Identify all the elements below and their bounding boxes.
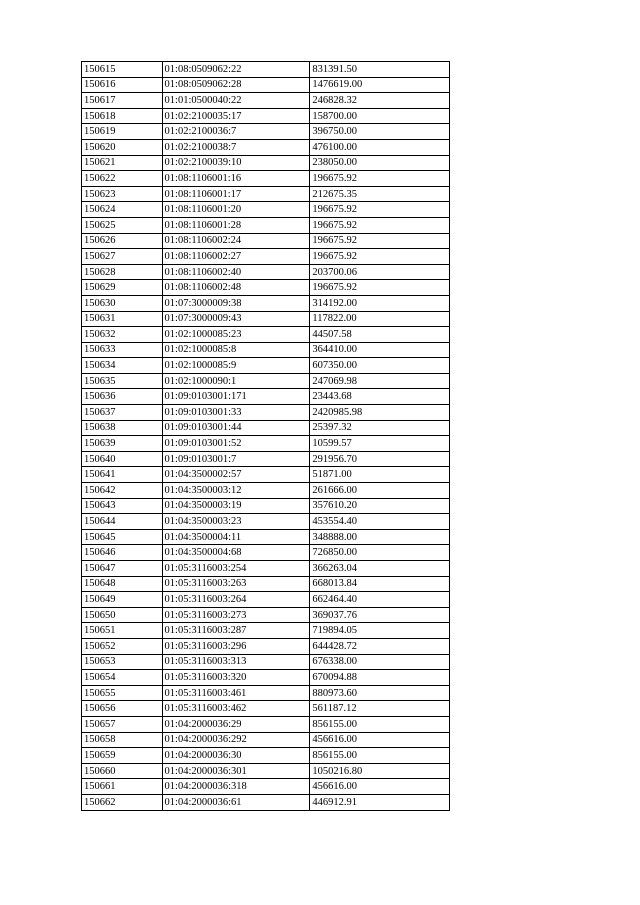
amount-cell: 856155.00 bbox=[310, 716, 450, 732]
cadastral-code-cell: 01:08:1106001:17 bbox=[162, 186, 310, 202]
row-id-cell: 150634 bbox=[82, 358, 163, 374]
cadastral-code-cell: 01:09:0103001:33 bbox=[162, 405, 310, 421]
row-id-cell: 150649 bbox=[82, 592, 163, 608]
cadastral-code-cell: 01:07:3000009:38 bbox=[162, 295, 310, 311]
table-row bbox=[82, 155, 450, 171]
table-row bbox=[82, 794, 450, 810]
row-id-cell: 150643 bbox=[82, 498, 163, 514]
table-row bbox=[82, 202, 450, 218]
table-row bbox=[82, 295, 450, 311]
amount-cell: 880973.60 bbox=[310, 685, 450, 701]
cadastral-code-cell: 01:09:0103001:44 bbox=[162, 420, 310, 436]
table-row bbox=[82, 701, 450, 717]
table-row bbox=[82, 685, 450, 701]
row-id-cell: 150656 bbox=[82, 701, 163, 717]
row-id-cell: 150658 bbox=[82, 732, 163, 748]
cadastral-code-cell: 01:02:1000085:23 bbox=[162, 327, 310, 343]
row-id-cell: 150647 bbox=[82, 561, 163, 577]
amount-cell: 856155.00 bbox=[310, 748, 450, 764]
table-row bbox=[82, 420, 450, 436]
table-row bbox=[82, 514, 450, 530]
row-id-cell: 150625 bbox=[82, 217, 163, 233]
row-id-cell: 150651 bbox=[82, 623, 163, 639]
table-row bbox=[82, 436, 450, 452]
cadastral-code-cell: 01:08:1106002:48 bbox=[162, 280, 310, 296]
cadastral-code-cell: 01:04:2000036:30 bbox=[162, 748, 310, 764]
cadastral-code-cell: 01:05:3116003:462 bbox=[162, 701, 310, 717]
amount-cell: 23443.68 bbox=[310, 389, 450, 405]
amount-cell: 369037.76 bbox=[310, 607, 450, 623]
cadastral-code-cell: 01:04:3500003:19 bbox=[162, 498, 310, 514]
row-id-cell: 150661 bbox=[82, 779, 163, 795]
table-row bbox=[82, 264, 450, 280]
row-id-cell: 150652 bbox=[82, 638, 163, 654]
row-id-cell: 150657 bbox=[82, 716, 163, 732]
amount-cell: 117822.00 bbox=[310, 311, 450, 327]
table-row bbox=[82, 592, 450, 608]
row-id-cell: 150622 bbox=[82, 171, 163, 187]
cadastral-code-cell: 01:01:0500040:22 bbox=[162, 93, 310, 109]
cadastral-code-cell: 01:02:2100036:7 bbox=[162, 124, 310, 140]
amount-cell: 261666.00 bbox=[310, 483, 450, 499]
table-row bbox=[82, 561, 450, 577]
amount-cell: 196675.92 bbox=[310, 249, 450, 265]
amount-cell: 607350.00 bbox=[310, 358, 450, 374]
table-row bbox=[82, 763, 450, 779]
cadastral-code-cell: 01:05:3116003:264 bbox=[162, 592, 310, 608]
amount-cell: 364410.00 bbox=[310, 342, 450, 358]
cadastral-code-cell: 01:02:2100035:17 bbox=[162, 108, 310, 124]
amount-cell: 10599.57 bbox=[310, 436, 450, 452]
cadastral-code-cell: 01:04:3500003:23 bbox=[162, 514, 310, 530]
cadastral-code-cell: 01:04:3500004:68 bbox=[162, 545, 310, 561]
row-id-cell: 150635 bbox=[82, 373, 163, 389]
cadastral-code-cell: 01:04:2000036:318 bbox=[162, 779, 310, 795]
table-row bbox=[82, 280, 450, 296]
table-row bbox=[82, 451, 450, 467]
table-row bbox=[82, 498, 450, 514]
cadastral-code-cell: 01:05:3116003:254 bbox=[162, 561, 310, 577]
row-id-cell: 150655 bbox=[82, 685, 163, 701]
amount-cell: 831391.50 bbox=[310, 62, 450, 78]
amount-cell: 726850.00 bbox=[310, 545, 450, 561]
cadastral-code-cell: 01:08:1106001:28 bbox=[162, 217, 310, 233]
row-id-cell: 150660 bbox=[82, 763, 163, 779]
table-row bbox=[82, 171, 450, 187]
table-row bbox=[82, 405, 450, 421]
amount-cell: 196675.92 bbox=[310, 280, 450, 296]
row-id-cell: 150654 bbox=[82, 670, 163, 686]
amount-cell: 668013.84 bbox=[310, 576, 450, 592]
table-row bbox=[82, 233, 450, 249]
cadastral-code-cell: 01:05:3116003:313 bbox=[162, 654, 310, 670]
row-id-cell: 150650 bbox=[82, 607, 163, 623]
cadastral-code-cell: 01:09:0103001:7 bbox=[162, 451, 310, 467]
cadastral-code-cell: 01:05:3116003:273 bbox=[162, 607, 310, 623]
table-row bbox=[82, 467, 450, 483]
row-id-cell: 150628 bbox=[82, 264, 163, 280]
table-row bbox=[82, 93, 450, 109]
cadastral-code-cell: 01:04:3500002:57 bbox=[162, 467, 310, 483]
amount-cell: 396750.00 bbox=[310, 124, 450, 140]
amount-cell: 291956.70 bbox=[310, 451, 450, 467]
table-row bbox=[82, 732, 450, 748]
amount-cell: 662464.40 bbox=[310, 592, 450, 608]
table-row bbox=[82, 124, 450, 140]
table-row bbox=[82, 576, 450, 592]
row-id-cell: 150623 bbox=[82, 186, 163, 202]
amount-cell: 2420985.98 bbox=[310, 405, 450, 421]
cadastral-code-cell: 01:02:2100039:10 bbox=[162, 155, 310, 171]
table-row bbox=[82, 623, 450, 639]
row-id-cell: 150662 bbox=[82, 794, 163, 810]
cadastral-code-cell: 01:08:1106002:27 bbox=[162, 249, 310, 265]
row-id-cell: 150629 bbox=[82, 280, 163, 296]
row-id-cell: 150646 bbox=[82, 545, 163, 561]
cadastral-code-cell: 01:05:3116003:296 bbox=[162, 638, 310, 654]
amount-cell: 719894.05 bbox=[310, 623, 450, 639]
row-id-cell: 150644 bbox=[82, 514, 163, 530]
table-row bbox=[82, 638, 450, 654]
row-id-cell: 150659 bbox=[82, 748, 163, 764]
cadastral-code-cell: 01:04:3500003:12 bbox=[162, 483, 310, 499]
table-row bbox=[82, 249, 450, 265]
table-row bbox=[82, 529, 450, 545]
row-id-cell: 150617 bbox=[82, 93, 163, 109]
amount-cell: 348888.00 bbox=[310, 529, 450, 545]
row-id-cell: 150645 bbox=[82, 529, 163, 545]
table-row bbox=[82, 62, 450, 78]
cadastral-code-cell: 01:07:3000009:43 bbox=[162, 311, 310, 327]
cadastral-code-cell: 01:04:3500004:11 bbox=[162, 529, 310, 545]
cadastral-code-cell: 01:04:2000036:61 bbox=[162, 794, 310, 810]
table-body bbox=[82, 62, 450, 811]
amount-cell: 676338.00 bbox=[310, 654, 450, 670]
row-id-cell: 150638 bbox=[82, 420, 163, 436]
cadastral-code-cell: 01:08:1106001:20 bbox=[162, 202, 310, 218]
row-id-cell: 150627 bbox=[82, 249, 163, 265]
cadastral-code-cell: 01:08:1106001:16 bbox=[162, 171, 310, 187]
row-id-cell: 150640 bbox=[82, 451, 163, 467]
amount-cell: 196675.92 bbox=[310, 171, 450, 187]
row-id-cell: 150641 bbox=[82, 467, 163, 483]
table-row bbox=[82, 358, 450, 374]
row-id-cell: 150637 bbox=[82, 405, 163, 421]
cadastral-code-cell: 01:04:2000036:301 bbox=[162, 763, 310, 779]
cadastral-code-cell: 01:08:0509062:28 bbox=[162, 77, 310, 93]
amount-cell: 196675.92 bbox=[310, 202, 450, 218]
row-id-cell: 150648 bbox=[82, 576, 163, 592]
row-id-cell: 150636 bbox=[82, 389, 163, 405]
cadastral-code-cell: 01:05:3116003:263 bbox=[162, 576, 310, 592]
amount-cell: 212675.35 bbox=[310, 186, 450, 202]
amount-cell: 357610.20 bbox=[310, 498, 450, 514]
table-row bbox=[82, 545, 450, 561]
row-id-cell: 150621 bbox=[82, 155, 163, 171]
amount-cell: 1050216.80 bbox=[310, 763, 450, 779]
table-row bbox=[82, 748, 450, 764]
cadastral-code-cell: 01:05:3116003:287 bbox=[162, 623, 310, 639]
amount-cell: 246828.32 bbox=[310, 93, 450, 109]
amount-cell: 158700.00 bbox=[310, 108, 450, 124]
table-row bbox=[82, 670, 450, 686]
cadastral-code-cell: 01:02:1000085:9 bbox=[162, 358, 310, 374]
table-row bbox=[82, 607, 450, 623]
amount-cell: 25397.32 bbox=[310, 420, 450, 436]
table-row bbox=[82, 108, 450, 124]
row-id-cell: 150633 bbox=[82, 342, 163, 358]
amount-cell: 196675.92 bbox=[310, 233, 450, 249]
cadastral-code-cell: 01:04:2000036:292 bbox=[162, 732, 310, 748]
table-row bbox=[82, 779, 450, 795]
table-row bbox=[82, 716, 450, 732]
row-id-cell: 150653 bbox=[82, 654, 163, 670]
cadastral-code-cell: 01:05:3116003:320 bbox=[162, 670, 310, 686]
amount-cell: 670094.88 bbox=[310, 670, 450, 686]
amount-cell: 366263.04 bbox=[310, 561, 450, 577]
row-id-cell: 150632 bbox=[82, 327, 163, 343]
cadastral-code-cell: 01:02:2100038:7 bbox=[162, 139, 310, 155]
table-row bbox=[82, 483, 450, 499]
row-id-cell: 150639 bbox=[82, 436, 163, 452]
cadastral-code-cell: 01:02:1000085:8 bbox=[162, 342, 310, 358]
cadastral-code-cell: 01:08:0509062:22 bbox=[162, 62, 310, 78]
table-row bbox=[82, 373, 450, 389]
cadastral-code-cell: 01:08:1106002:40 bbox=[162, 264, 310, 280]
table-row bbox=[82, 654, 450, 670]
table-row bbox=[82, 389, 450, 405]
row-id-cell: 150624 bbox=[82, 202, 163, 218]
data-table bbox=[81, 61, 450, 811]
cadastral-code-cell: 01:05:3116003:461 bbox=[162, 685, 310, 701]
amount-cell: 1476619.00 bbox=[310, 77, 450, 93]
cadastral-code-cell: 01:09:0103001:52 bbox=[162, 436, 310, 452]
amount-cell: 644428.72 bbox=[310, 638, 450, 654]
table-row bbox=[82, 139, 450, 155]
amount-cell: 456616.00 bbox=[310, 779, 450, 795]
amount-cell: 44507.58 bbox=[310, 327, 450, 343]
cadastral-code-cell: 01:02:1000090:1 bbox=[162, 373, 310, 389]
table-row bbox=[82, 327, 450, 343]
row-id-cell: 150626 bbox=[82, 233, 163, 249]
amount-cell: 314192.00 bbox=[310, 295, 450, 311]
cadastral-code-cell: 01:08:1106002:24 bbox=[162, 233, 310, 249]
row-id-cell: 150642 bbox=[82, 483, 163, 499]
row-id-cell: 150630 bbox=[82, 295, 163, 311]
amount-cell: 196675.92 bbox=[310, 217, 450, 233]
amount-cell: 446912.91 bbox=[310, 794, 450, 810]
row-id-cell: 150616 bbox=[82, 77, 163, 93]
cadastral-code-cell: 01:09:0103001:171 bbox=[162, 389, 310, 405]
amount-cell: 561187.12 bbox=[310, 701, 450, 717]
cadastral-code-cell: 01:04:2000036:29 bbox=[162, 716, 310, 732]
table-row bbox=[82, 311, 450, 327]
amount-cell: 238050.00 bbox=[310, 155, 450, 171]
table-row bbox=[82, 77, 450, 93]
row-id-cell: 150619 bbox=[82, 124, 163, 140]
table-row bbox=[82, 217, 450, 233]
row-id-cell: 150615 bbox=[82, 62, 163, 78]
row-id-cell: 150631 bbox=[82, 311, 163, 327]
amount-cell: 51871.00 bbox=[310, 467, 450, 483]
table-row bbox=[82, 186, 450, 202]
row-id-cell: 150618 bbox=[82, 108, 163, 124]
amount-cell: 247069.98 bbox=[310, 373, 450, 389]
table-row bbox=[82, 342, 450, 358]
amount-cell: 453554.40 bbox=[310, 514, 450, 530]
row-id-cell: 150620 bbox=[82, 139, 163, 155]
amount-cell: 456616.00 bbox=[310, 732, 450, 748]
amount-cell: 476100.00 bbox=[310, 139, 450, 155]
amount-cell: 203700.06 bbox=[310, 264, 450, 280]
